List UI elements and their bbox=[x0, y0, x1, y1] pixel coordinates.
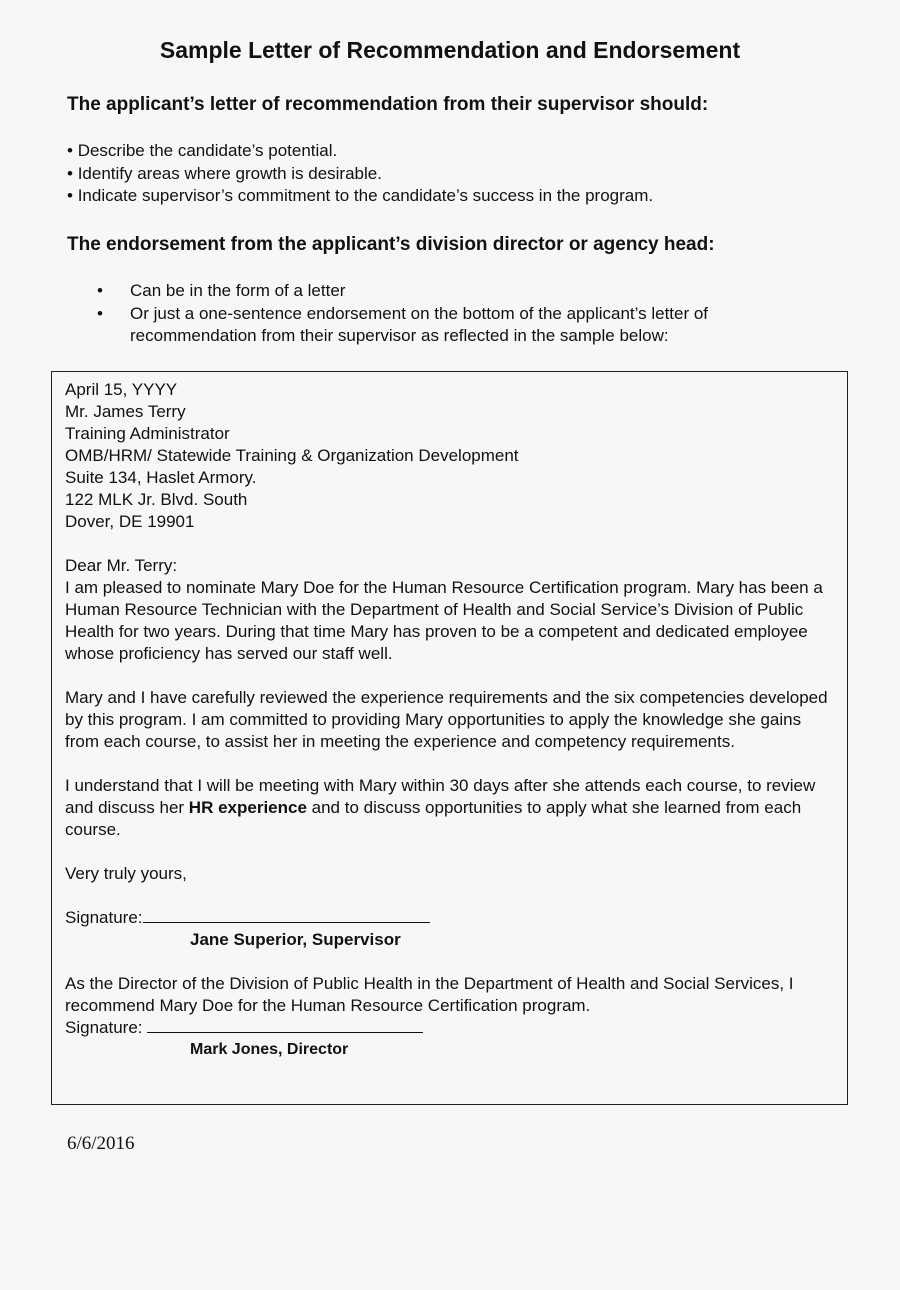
bullet-icon: • bbox=[97, 281, 103, 300]
endorsement-heading: The endorsement from the applicant’s division director or agency head: bbox=[67, 234, 715, 255]
supervisor-signature-row bbox=[65, 907, 834, 929]
address-line: 122 MLK Jr. Blvd. South bbox=[65, 490, 248, 509]
director-name: Mark Jones, Director bbox=[190, 1041, 349, 1058]
address-line: Mr. James Terry bbox=[65, 402, 186, 421]
list-item-text: Can be in the form of a letter bbox=[130, 281, 346, 300]
director-signature-row bbox=[65, 1017, 834, 1039]
letter-paragraph-2: Mary and I have carefully reviewed the experience requirements and the six competencies developed by this program. I am committed to providing Mary opportunities to apply the knowledge she gains from each course, to assist her in meeting the experience and competency requirements. bbox=[65, 688, 828, 751]
signature-label: Signature: bbox=[65, 1018, 148, 1037]
address-line: OMB/HRM/ Statewide Training & Organization Development bbox=[65, 446, 519, 465]
endorsement-list bbox=[67, 280, 807, 348]
signature-line bbox=[143, 907, 430, 923]
letter-paragraph-3 bbox=[65, 775, 834, 841]
list-item-text: Or just a one-sentence endorsement on the bottom of the applicant’s letter of recommendation from their supervisor as reflected in the sample below: bbox=[130, 303, 709, 345]
footer-date: 6/6/2016 bbox=[67, 1133, 135, 1154]
address-line: Suite 134, Haslet Armory. bbox=[65, 468, 257, 487]
list-item: • Identify areas where growth is desirable. bbox=[67, 163, 653, 186]
list-item: • Describe the candidate’s potential. bbox=[67, 140, 653, 163]
letter-date: April 15, YYYY bbox=[65, 380, 178, 399]
page-title: Sample Letter of Recommendation and Endorsement bbox=[159, 37, 741, 63]
paragraph-bold-text: HR experience bbox=[188, 798, 307, 817]
bullet-icon: • bbox=[97, 303, 103, 323]
director-statement: As the Director of the Division of Public Health in the Department of Health and Social Services, I recommend Mary Doe for the Human Resource Certification program. bbox=[65, 974, 794, 1015]
letter-paragraph-1: I am pleased to nominate Mary Doe for the Human Resource Certification program. Mary has been a Human Resource Technician with the Department of Health and Social Service’s Division of Public Health for two years. During that time Mary has proven to be a competent and dedicated employee whose proficiency has served our staff well. bbox=[65, 578, 823, 663]
list-item: • Indicate supervisor’s commitment to the candidate’s success in the program. bbox=[67, 185, 653, 208]
recommendation-list bbox=[67, 140, 653, 208]
paragraph-text: I understand that I will be meeting with Mary within 30 days after she attends each course, to review and discuss her bbox=[65, 776, 816, 817]
supervisor-name: Jane Superior, Supervisor bbox=[190, 930, 401, 949]
signature-label: Signature: bbox=[65, 908, 143, 927]
address-line: Dover, DE 19901 bbox=[65, 512, 195, 531]
sample-letter-box bbox=[51, 371, 848, 1105]
paragraph-text: and to discuss opportunities to apply what she learned from each course. bbox=[65, 798, 802, 839]
closing: Very truly yours, bbox=[65, 864, 187, 883]
address-line: Training Administrator bbox=[65, 424, 230, 443]
signature-line bbox=[147, 1017, 423, 1033]
recommendation-heading: The applicant’s letter of recommendation from their supervisor should: bbox=[67, 94, 709, 115]
salutation: Dear Mr. Terry: bbox=[65, 556, 178, 575]
list-item bbox=[67, 303, 807, 348]
list-item bbox=[67, 280, 807, 303]
